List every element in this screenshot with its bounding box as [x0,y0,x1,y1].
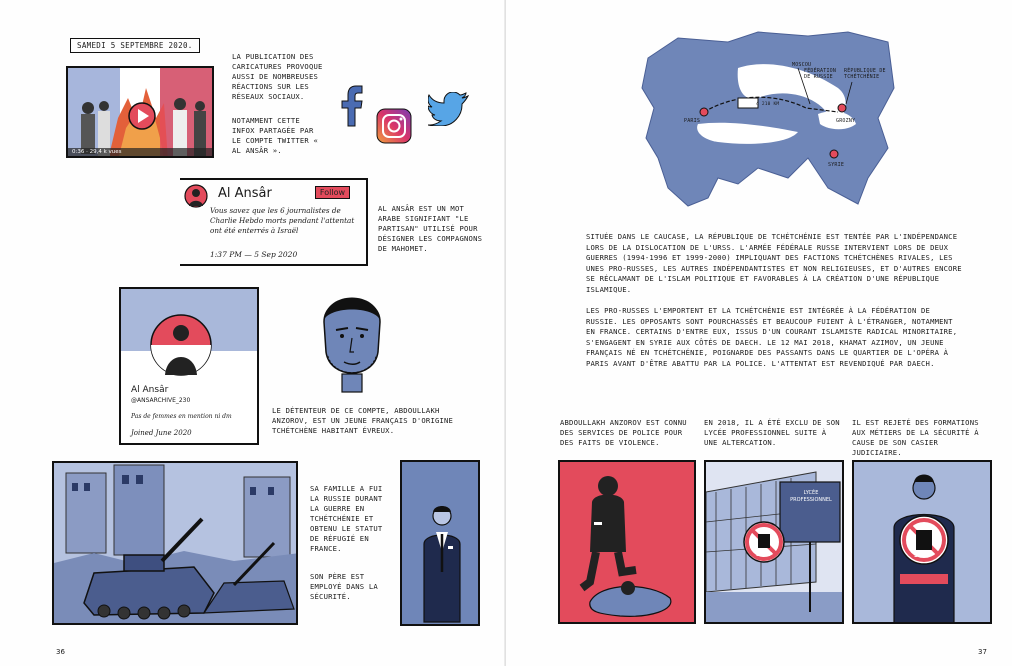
tweet-card [180,178,366,266]
profile-joined: Joined June 2020 [131,429,192,437]
ansar-caption: AL ANSÂR EST UN MOT ARABE SIGNIFIANT "LE PARTISAN" UTILISÉ POUR DÉSIGNER LES COMPAGNONS DE MAHOMET. [378,204,483,253]
tweet-author: Al Ansâr [218,186,272,201]
context-paragraph-2: LES PRO-RUSSES L'EMPORTENT ET LA TCHÉTCHÉNIE EST INTÉGRÉE À LA FÉDÉRATION DE RUSSIE. LES OPPOSANTS SONT POURCHASSÉS ET BEAUCOUP FUIENT À L'ÉTRANGER, NOTAMMENT EN FRANCE. CERTAINS D'ENTRE EUX, ISSUS D'UN COURANT ISLAMISTE RADICAL MINORITAIRE, S'ENGAGENT EN SYRIE AUX CÔTÉS DE DAECH. LE 12 MAI 2018, KHAMAT AZIMOV, UN JEUNE FRANÇAIS NÉ EN TCHÉTCHÉNIE, POIGNARDE DES PASSANTS DANS LE QUARTIER DE L'OPÉRA À PARIS AVANT D'ÊTRE ABATTU PAR LA POLICE. L'ATTENTAT EST REVENDIQUÉ PAR DAECH. [586,306,958,368]
security-illustration [854,462,992,624]
war-illustration [54,463,298,625]
tweet-divider [366,178,368,266]
intro-caption: LA PUBLICATION DES CARICATURES PROVOQUE AUSSI DE NOMBREUSES RÉACTIONS SUR LES RÉSEAUX SOCIAUX. [232,52,323,101]
school-illustration [706,462,844,624]
profile-illustration [121,289,259,445]
video-meta: 0:36 · 29,4 k vues [72,149,122,155]
profile-bio: Pas de femmes en mention ni dm [131,413,232,420]
tweet-text: Vous savez que les 6 journalistes de Charlie Hebdo morts pendant l'attentat ont été enterrés à Israël [210,206,355,235]
intro-caption-2: NOTAMMENT CETTE INFOX PARTAGÉE PAR LE COMPTE TWITTER « AL ANSÂR ». [232,116,319,155]
profile-handle: @ANSARCHIVE_230 [131,397,191,404]
stop-label-school: STOP [756,552,773,558]
family-caption: SA FAMILLE A FUI LA RUSSIE DURANT LA GUERRE EN TCHÉTCHÉNIE ET OBTENU LE STATUT DE RÉFUGIÉ EN FRANCE. [310,484,383,553]
right-page [506,0,1012,666]
follow-button[interactable]: Follow [315,186,350,199]
page-number-left: 36 [56,648,65,656]
twitter-icon [428,92,470,130]
war-panel [52,461,298,625]
tweet-time: 1:37 PM — 5 Sep 2020 [210,250,298,259]
security-panel [852,460,992,624]
avatar [184,184,208,208]
father-illustration [402,462,480,626]
video-illustration [68,68,214,158]
map-label-federation: FÉDÉRATION DE RUSSIE [804,68,837,80]
map-label-chechnya: RÉPUBLIQUE DE TCHÉTCHÉNIE [844,68,886,80]
context-paragraph-1: SITUÉE DANS LE CAUCASE, LA RÉPUBLIQUE DE TCHÉTCHÉNIE EST TENTÉE PAR L'INDÉPENDANCE LORS DE LA DISLOCATION DE L'URSS. L'ARMÉE FÉDÉRALE RUSSE INTERVIENT LORS DE DEUX GUERRES (1994-1996 ET 1999-2000) IMPLIQUANT DES FACTIONS TCHÉTCHÈNES RIVALES, LES UNES PRO-RUSSES, LES AUTRES INDÉPENDANTISTES ET NON RELIGIEUSES, ET D'AUTRES ENCORE SE RÉCLAMANT DE L'ISLAM POLITIQUE ET FAVORABLES À LA CRÉATION D'UNE RÉPUBLIQUE ISLAMIQUE. [586,232,962,294]
portrait-illustration [314,282,390,398]
father-caption: SON PÈRE EST EMPLOYÉ DANS LA SÉCURITÉ. [310,572,378,601]
map-label-moscow: MOSCOU [792,62,812,68]
school-sign: LYCÉE PROFESSIONNEL [790,490,832,503]
video-panel[interactable] [66,66,214,158]
profile-panel[interactable] [119,287,259,445]
facebook-icon [340,82,366,132]
page-number-right: 37 [978,648,987,656]
date-label: SAMEDI 5 SEPTEMBRE 2020. [70,38,200,53]
father-panel [400,460,480,626]
stop-label-security: STOP [914,552,932,559]
violence-illustration [560,462,696,624]
caption-security: IL EST REJETÉ DES FORMATIONS AUX MÉTIERS DE LA SÉCURITÉ À CAUSE DE SON CASIER JUDICIAIRE. [852,418,979,457]
caption-school: EN 2018, IL A ÉTÉ EXCLU DE SON LYCÉE PROFESSIONNEL SUITE À UNE ALTERCATION. [704,418,840,447]
instagram-icon [376,108,412,148]
map-label-distance: 4 210 KM [756,102,780,107]
owner-caption: LE DÉTENTEUR DE CE COMPTE, ABDOULLAKH ANZOROV, EST UN JEUNE FRANÇAIS D'ORIGINE TCHÉTCHÈNE HABITANT ÉVREUX. [272,406,454,435]
map-label-grozny: GROZNY [836,118,856,124]
caption-police: ABDOULLAKH ANZOROV EST CONNU DES SERVICES DE POLICE POUR DES FAITS DE VIOLENCE. [560,418,687,447]
school-panel [704,460,844,624]
map-illustration [638,28,898,218]
map-label-paris: PARIS [684,118,701,124]
map-label-syria: SYRIE [828,162,845,168]
profile-name: Al Ansâr [131,385,169,395]
violence-panel [558,460,696,624]
